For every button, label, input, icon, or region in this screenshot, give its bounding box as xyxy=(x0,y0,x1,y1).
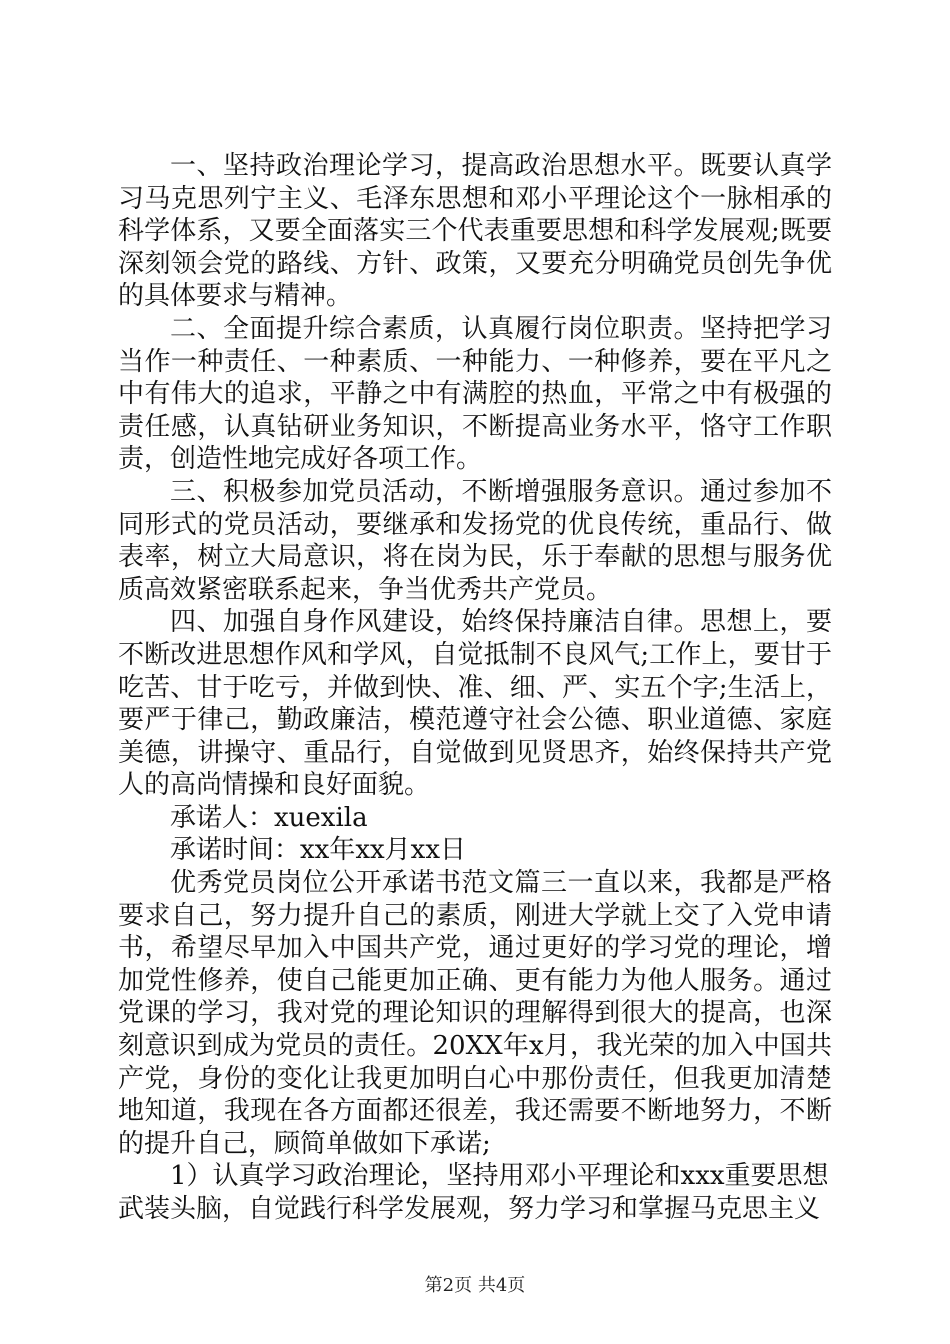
document-body xyxy=(118,150,832,1226)
paragraph-4: 四、加强自身作风建设，始终保持廉洁自律。思想上，要不断改进思想作风和学风，自觉抵制不良风气;工作上，要甘于吃苦、甘于吃亏，并做到快、准、细、严、实五个字;生活上，要严于律己，勤政廉洁，模范遵守社会公德、职业道德、家庭美德，讲操守、重品行，自觉做到见贤思齐，始终保持共产党人的高尚情操和良好面貌。 xyxy=(118,607,832,801)
paragraph-6: 1）认真学习政治理论，坚持用邓小平理论和xxx重要思想武装头脑，自觉践行科学发展观，努力学习和掌握马克思主义 xyxy=(118,1161,829,1224)
promise-date-line: 承诺时间：xx年xx月xx日 xyxy=(170,835,466,866)
page-footer: 第2页 共4页 xyxy=(424,1275,526,1296)
promiser-line: 承诺人：xuexila xyxy=(170,802,368,833)
paragraph-5: 优秀党员岗位公开承诺书范文篇三一直以来，我都是严格要求自己，努力提升自己的素质，刚进大学就上交了入党申请书，希望尽早加入中国共产党，通过更好的学习党的理论，增加党性修养，使自己能更加正确、更有能力为他人服务。通过党课的学习，我对党的理论知识的理解得到很大的提高，也深刻意识到成为党员的责任。20XX年x月，我光荣的加入中国共产党，身份的变化让我更加明白心中那份责任，但我更加清楚地知道，我现在各方面都还很差，我还需要不断地努力，不断的提升自己，顾简单做如下承诺; xyxy=(118,868,832,1159)
paragraph-2: 二、全面提升综合素质，认真履行岗位职责。坚持把学习当作一种责任、一种素质、一种能力、一种修养，要在平凡之中有伟大的追求，平静之中有满腔的热血，平常之中有极强的责任感，认真钻研业务知识，不断提高业务水平，恪守工作职责，创造性地完成好各项工作。 xyxy=(118,313,832,475)
paragraph-3: 三、积极参加党员活动，不断增强服务意识。通过参加不同形式的党员活动，要继承和发扬党的优良传统，重品行、做表率，树立大局意识，将在岗为民，乐于奉献的思想与服务优质高效紧密联系起来，争当优秀共产党员。 xyxy=(118,476,832,605)
paragraph-1: 一、坚持政治理论学习，提高政治思想水平。既要认真学习马克思列宁主义、毛泽东思想和邓小平理论这个一脉相承的科学体系，又要全面落实三个代表重要思想和科学发展观;既要深刻领会党的路线、方针、政策，又要充分明确党员创先争优的具体要求与精神。 xyxy=(118,151,832,312)
